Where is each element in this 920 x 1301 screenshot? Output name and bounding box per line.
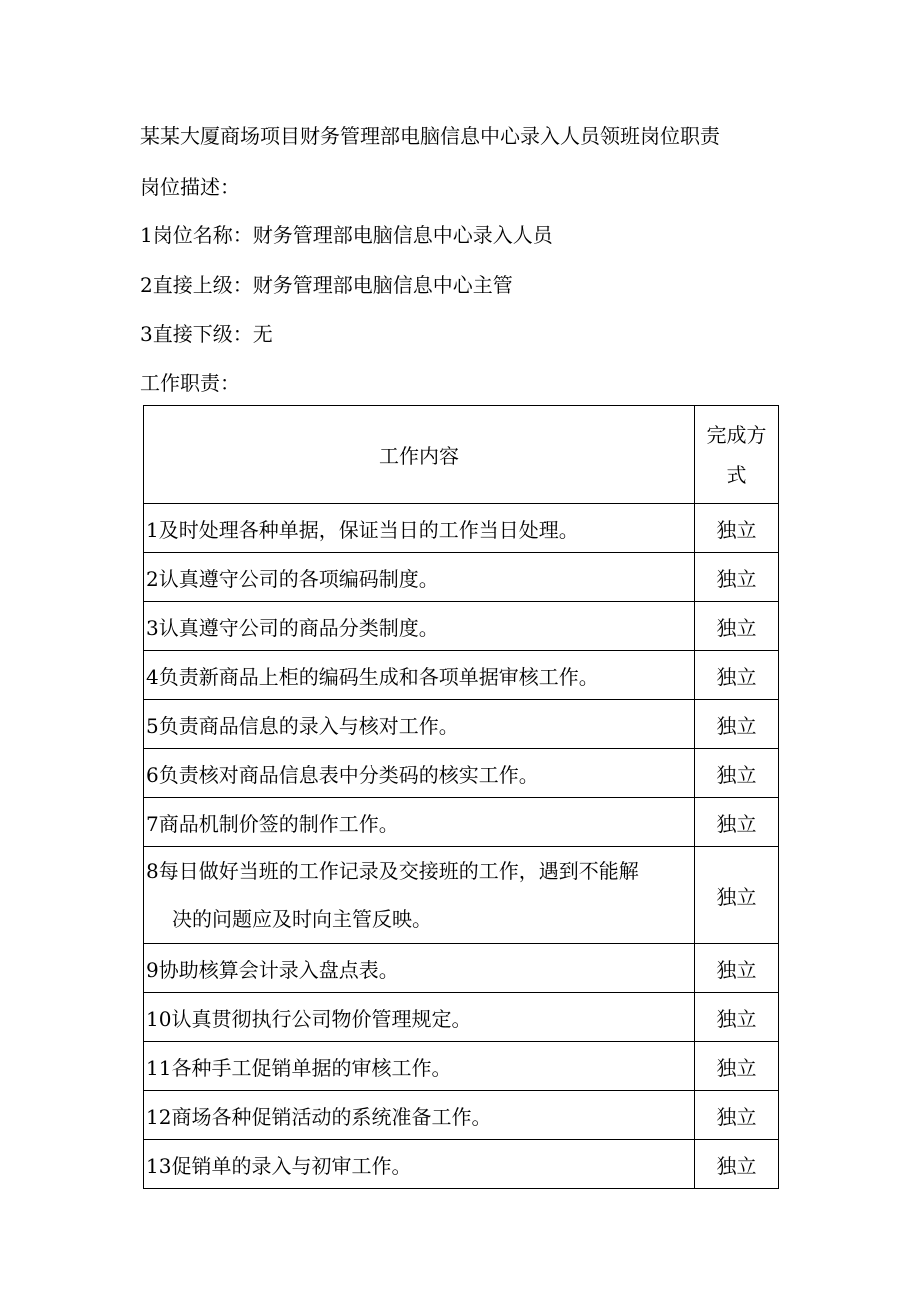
- duty-mode: 独立: [695, 944, 779, 993]
- table-row: [144, 504, 779, 553]
- duty-content: 2认真遵守公司的各项编码制度。: [144, 553, 695, 602]
- table-row: [144, 798, 779, 847]
- table-row: [144, 651, 779, 700]
- table-row: [144, 847, 779, 944]
- direct-subordinate-item: 3直接下级：无: [140, 322, 273, 346]
- duty-mode: 独立: [695, 1140, 779, 1189]
- duties-heading: 工作职责：: [140, 371, 240, 395]
- duty-content: 10认真贯彻执行公司物价管理规定。: [144, 993, 695, 1042]
- table-row: [144, 1140, 779, 1189]
- duty-mode: 独立: [695, 1042, 779, 1091]
- duty-mode: 独立: [695, 993, 779, 1042]
- table-row: [144, 993, 779, 1042]
- table-row: [144, 1042, 779, 1091]
- header-mode-line2: 式: [726, 462, 747, 487]
- duty-content: 4负责新商品上柜的编码生成和各项单据审核工作。: [144, 651, 695, 700]
- table-row: [144, 1091, 779, 1140]
- header-work-content: 工作内容: [144, 406, 695, 504]
- duty-content: 3认真遵守公司的商品分类制度。: [144, 602, 695, 651]
- duty-content: [144, 847, 695, 944]
- table-row: [144, 553, 779, 602]
- duties-table: [143, 405, 779, 1189]
- duty-mode: 独立: [695, 553, 779, 602]
- duty-mode: 独立: [695, 847, 779, 944]
- duty-content: 6负责核对商品信息表中分类码的核实工作。: [144, 749, 695, 798]
- header-completion-mode: [695, 406, 779, 504]
- direct-superior-item: 2直接上级：财务管理部电脑信息中心主管: [140, 273, 513, 297]
- position-name-item: 1岗位名称：财务管理部电脑信息中心录入人员: [140, 223, 553, 247]
- duty-content-line2: 决的问题应及时向主管反映。: [172, 907, 432, 931]
- header-mode-line1: 完成方: [706, 422, 767, 447]
- duty-mode: 独立: [695, 749, 779, 798]
- duty-mode: 独立: [695, 651, 779, 700]
- duty-mode: 独立: [695, 700, 779, 749]
- duty-mode: 独立: [695, 1091, 779, 1140]
- duty-content: 7商品机制价签的制作工作。: [144, 798, 695, 847]
- table-row: [144, 749, 779, 798]
- document-title: 某某大厦商场项目财务管理部电脑信息中心录入人员领班岗位职责: [140, 124, 720, 148]
- description-heading: 岗位描述：: [140, 175, 240, 199]
- duty-content-line1: 8每日做好当班的工作记录及交接班的工作，遇到不能解: [146, 859, 639, 883]
- table-row: [144, 700, 779, 749]
- duty-mode: 独立: [695, 798, 779, 847]
- table-header-row: [144, 406, 779, 504]
- duty-content: 12商场各种促销活动的系统准备工作。: [144, 1091, 695, 1140]
- duty-mode: 独立: [695, 504, 779, 553]
- duty-content: 9协助核算会计录入盘点表。: [144, 944, 695, 993]
- duty-content: 5负责商品信息的录入与核对工作。: [144, 700, 695, 749]
- table-row: [144, 944, 779, 993]
- table-row: [144, 602, 779, 651]
- duty-content: 11各种手工促销单据的审核工作。: [144, 1042, 695, 1091]
- duty-content: 13促销单的录入与初审工作。: [144, 1140, 695, 1189]
- duty-content: 1及时处理各种单据，保证当日的工作当日处理。: [144, 504, 695, 553]
- duty-mode: 独立: [695, 602, 779, 651]
